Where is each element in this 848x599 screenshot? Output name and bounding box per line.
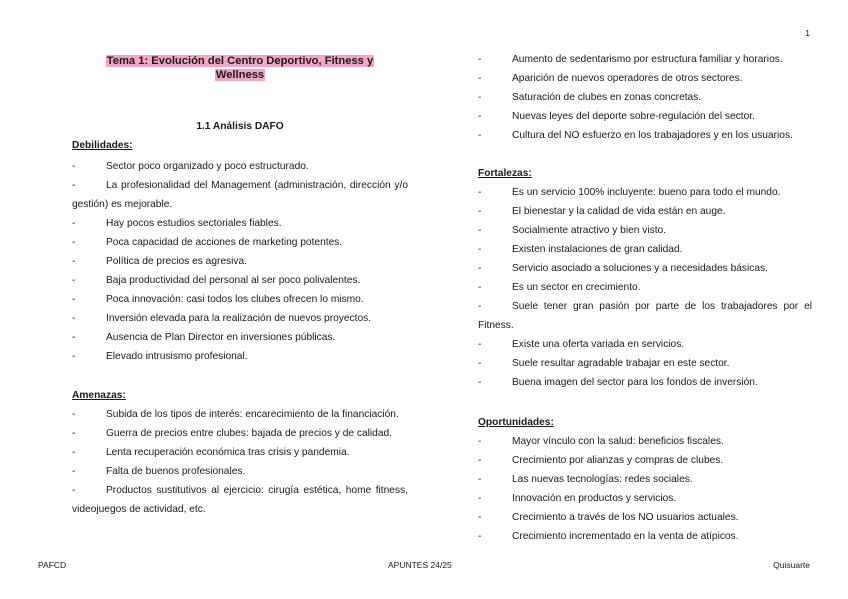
list-item: - Crecimiento por alianzas y compras de clubes. — [478, 455, 724, 466]
list-item: - Poca capacidad de acciones de marketing potentes. — [72, 237, 343, 248]
fortalezas-heading: Fortalezas: — [478, 168, 532, 179]
list-item: - Nuevas leyes del deporte sobre-regulación del sector. — [478, 111, 755, 122]
list-item: - Aumento de sedentarismo por estructura familiar y horarios. — [478, 54, 783, 65]
document-title — [72, 54, 408, 82]
list-item: - Servicio asociado a soluciones y a necesidades básicas. — [478, 263, 768, 274]
title-line-2: Wellness — [215, 69, 265, 81]
amenazas-heading: Amenazas: — [72, 390, 126, 401]
amenazas-continued-list — [478, 50, 812, 145]
debilidades-list — [72, 157, 408, 366]
list-item: - Baja productividad del personal al ser poco polivalentes. — [72, 275, 361, 286]
fortalezas-list — [478, 183, 812, 392]
list-item: - La profesionalidad del Management (administración, dirección y/o gestión) es mejorable. — [72, 180, 408, 210]
page-number: 1 — [805, 28, 810, 38]
oportunidades-list — [478, 432, 812, 546]
list-item: - Innovación en productos y servicios. — [478, 493, 677, 504]
list-item: - Buena imagen del sector para los fondos de inversión. — [478, 377, 758, 388]
section-subtitle: 1.1 Análisis DAFO — [196, 121, 284, 132]
amenazas-list — [72, 405, 408, 519]
list-item: - Crecimiento incrementado en la venta de atípicos. — [478, 531, 739, 542]
list-item: - Productos sustitutivos al ejercicio: cirugía estética, home fitness, videojuegos de actividad, etc. — [72, 485, 408, 515]
list-item: - Es un servicio 100% incluyente: bueno para todo el mundo. — [478, 187, 781, 198]
list-item: - El bienestar y la calidad de vida están en auge. — [478, 206, 726, 217]
list-item: - Elevado intrusismo profesional. — [72, 351, 248, 362]
list-item: - Guerra de precios entre clubes: bajada de precios y de calidad. — [72, 428, 392, 439]
list-item: - Aparición de nuevos operadores de otros sectores. — [478, 73, 743, 84]
list-item: - Suele resultar agradable trabajar en este sector. — [478, 358, 730, 369]
list-item: - Las nuevas tecnologías: redes sociales. — [478, 474, 693, 485]
list-item: - Socialmente atractivo y bien visto. — [478, 225, 667, 236]
list-item: - Suele tener gran pasión por parte de los trabajadores por el Fitness. — [478, 301, 812, 331]
list-item: - Cultura del NO esfuerzo en los trabajadores y en los usuarios. — [478, 130, 793, 141]
list-item: - Política de precios es agresiva. — [72, 256, 247, 267]
list-item: - Lenta recuperación económica tras crisis y pandemia. — [72, 447, 350, 458]
list-item: - Crecimiento a través de los NO usuarios actuales. — [478, 512, 739, 523]
list-item: - Subida de los tipos de interés: encarecimiento de la financiación. — [72, 409, 399, 420]
list-item: - Existen instalaciones de gran calidad. — [478, 244, 683, 255]
list-item: - Ausencia de Plan Director en inversiones públicas. — [72, 332, 336, 343]
list-item: - Sector poco organizado y poco estructurado. — [72, 161, 309, 172]
debilidades-heading: Debilidades: — [72, 140, 133, 151]
footer-center: APUNTES 24/25 — [388, 560, 452, 570]
list-item: - Poca innovación: casi todos los clubes ofrecen lo mismo. — [72, 294, 364, 305]
footer-left: PAFCD — [38, 560, 67, 570]
list-item: - Inversión elevada para la realización de nuevos proyectos. — [72, 313, 372, 324]
footer-right: Quisuarte — [773, 560, 810, 570]
list-item: - Existe una oferta variada en servicios. — [478, 339, 685, 350]
list-item: - Hay pocos estudios sectoriales fiables. — [72, 218, 282, 229]
list-item: - Falta de buenos profesionales. — [72, 466, 246, 477]
list-item: - Saturación de clubes en zonas concretas. — [478, 92, 702, 103]
title-line-1: Tema 1: Evolución del Centro Deportivo, Fitness y — [106, 55, 374, 67]
list-item: - Es un sector en crecimiento. — [478, 282, 641, 293]
oportunidades-heading: Oportunidades: — [478, 417, 554, 428]
list-item: - Mayor vínculo con la salud: beneficios fiscales. — [478, 436, 724, 447]
